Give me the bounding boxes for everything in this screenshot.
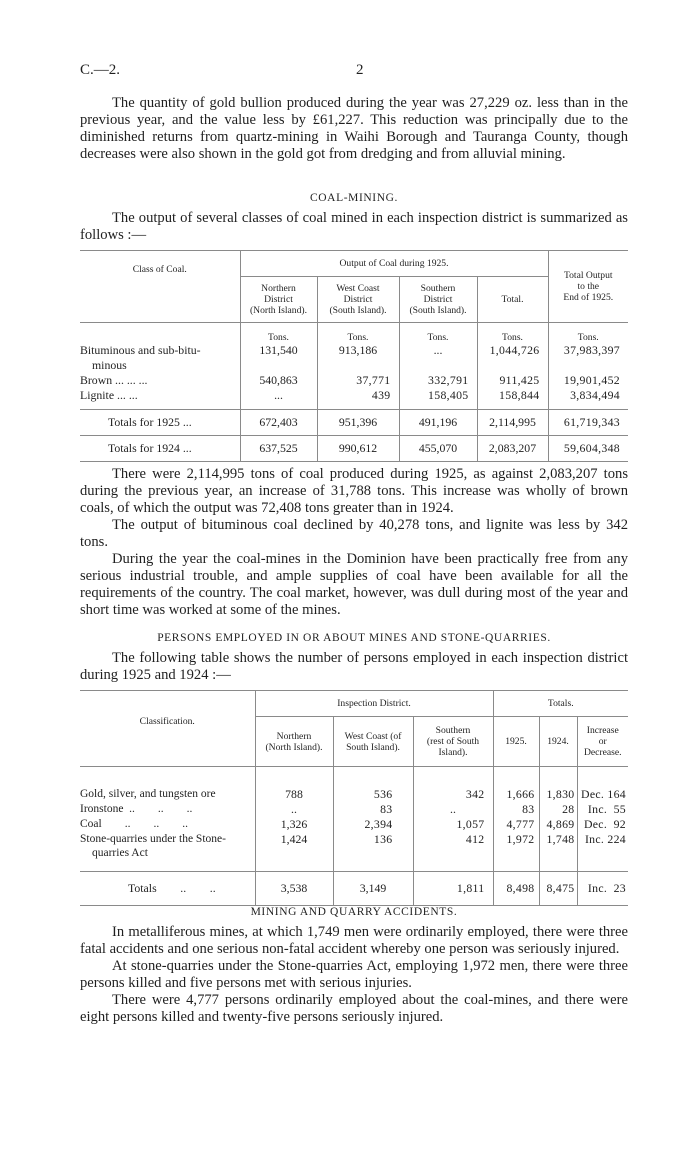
unit-label: Tons. [477, 323, 548, 343]
coal-intro-paragraph: The output of several classes of coal mined in each inspection district is summarized as follows :— [80, 210, 628, 243]
year-1924-header: 1924. [539, 717, 577, 767]
classification-header: Classification. [139, 716, 195, 727]
accidents-section [80, 924, 628, 1026]
row-label: Coal .. .. .. [80, 818, 188, 830]
coal-paragraph-1: There were 2,114,995 tons of coal produced during 1925, as against 2,083,207 tons during the previous year, an increase of 31,788 tons. This increase was wholly of brown coals, of which the output was 72,408 tons greater than in 1924. [80, 466, 628, 516]
coal-paragraph-3: During the year the coal-mines in the Dominion have been practically free from any serious industrial trouble, and ample supplies of coal have been available for all the requirements of the country. The coal market, however, was dull during most of the year and short time was worked at some of the mines. [80, 551, 628, 618]
class-of-coal-header: Class of Coal. [132, 264, 187, 275]
coal-mining-heading: COAL-MINING. [309, 192, 398, 204]
northern-header: Northern (North Island). [255, 717, 333, 767]
table-row: Gold, silver, and tungsten ore 788 536 342 1,666 1,830 Dec. 164 [80, 786, 626, 801]
inspection-district-header: Inspection District. [255, 691, 493, 717]
west-coast-header: West Coast (of South Island). [333, 717, 413, 767]
persons-intro-paragraph: The following table shows the number of persons employed in each inspection district during 1925 and 1924 :— [80, 650, 628, 683]
accidents-heading-block [80, 904, 628, 921]
row-label: Gold, silver, and tungsten ore [80, 788, 216, 800]
gold-section [80, 95, 628, 163]
persons-heading-block [80, 630, 628, 647]
coal-intro-block [80, 210, 628, 244]
coal-output-table [80, 250, 628, 462]
row-label: Stone-quarries under the Stone- quarries Act [80, 832, 226, 859]
document-code: C.—2. [80, 62, 121, 78]
southern-district-header: Southern District (South Island). [399, 277, 477, 323]
unit-label: Tons. [317, 323, 399, 343]
page-header [80, 62, 628, 82]
gold-paragraph: The quantity of gold bullion produced during the year was 27,229 oz. less than in the previous year, and the value less by £61,227. This reduction was principally due to the diminished returns from quartz-mining in Waihi Borough and Tauranga County, though decreases were also shown in the gold got from dredging and from alluvial mining. [80, 95, 628, 162]
accidents-paragraph-1: In metalliferous mines, at which 1,749 men were ordinarily employed, there were three fatal accidents and one serious non-fatal accident whereby one person was seriously injured. [80, 924, 628, 957]
table-row: Stone-quarries under the Stone- quarries Act 1,424 136 412 1,972 1,748 Inc. 224 [80, 832, 628, 872]
accidents-paragraph-3: There were 4,777 persons ordinarily employed about the coal-mines, and there were eight persons killed and twenty-five persons seriously injured. [80, 992, 628, 1025]
table-row: Lignite ... ... ... 439 158,405 158,844 3,834,494 [80, 388, 628, 410]
row-label: Lignite ... ... [80, 387, 138, 402]
accidents-paragraph-2: At stone-quarries under the Stone-quarries Act, employing 1,972 men, there were three persons killed and five persons met with serious injuries. [80, 958, 628, 991]
accidents-heading: MINING AND QUARRY ACCIDENTS. [250, 906, 458, 918]
totals-1924-row: Totals for 1924 ... 637,525 990,612 455,070 2,083,207 59,604,348 [80, 436, 628, 462]
total-header: Total. [477, 277, 548, 323]
southern-header: Southern (rest of South Island). [413, 717, 493, 767]
year-1925-header: 1925. [493, 717, 539, 767]
change-header: Increase or Decrease. [577, 717, 628, 767]
totals-row: Totals .. .. 3,538 3,149 1,811 8,498 8,475 Inc. 23 [80, 872, 628, 906]
coal-discussion [80, 466, 628, 619]
table-row: Ironstone .. .. .. .. 83 .. 83 28 Inc. 55 [80, 801, 626, 816]
table-row: Brown ... ... ... 540,863 37,771 332,791 911,425 19,901,452 [80, 373, 628, 388]
total-output-header: Total Output to the End of 1925. [548, 251, 628, 323]
totals-1925-row: Totals for 1925 ... 672,403 951,396 491,196 2,114,995 61,719,343 [80, 410, 628, 436]
unit-label: Tons. [399, 323, 477, 343]
row-label: Ironstone .. .. .. [80, 803, 193, 815]
persons-intro-block [80, 650, 628, 684]
persons-employed-heading: PERSONS EMPLOYED IN OR ABOUT MINES AND STONE-QUARRIES. [157, 632, 551, 644]
northern-district-header: Northern District (North Island). [240, 277, 317, 323]
coal-heading-block [80, 190, 628, 207]
row-label: Brown ... ... ... [80, 372, 148, 387]
page-number: 2 [356, 62, 364, 78]
persons-employed-table [80, 690, 628, 906]
unit-label: Tons. [548, 323, 628, 343]
row-label: Bituminous and sub-bitu- minous [80, 342, 201, 372]
table-row: Coal .. .. .. 1,326 2,394 1,057 4,777 4,869 Dec. 92 [80, 816, 626, 831]
west-coast-district-header: West Coast District (South Island). [317, 277, 399, 323]
unit-label: Tons. [240, 323, 317, 343]
coal-paragraph-2: The output of bituminous coal declined by 40,278 tons, and lignite was less by 342 tons. [80, 517, 628, 550]
totals-header: Totals. [493, 691, 628, 717]
table-row: Bituminous and sub-bitu- minous 131,540 913,186 ... 1,044,726 37,983,397 [80, 343, 628, 373]
output-1925-header: Output of Coal during 1925. [240, 251, 548, 277]
